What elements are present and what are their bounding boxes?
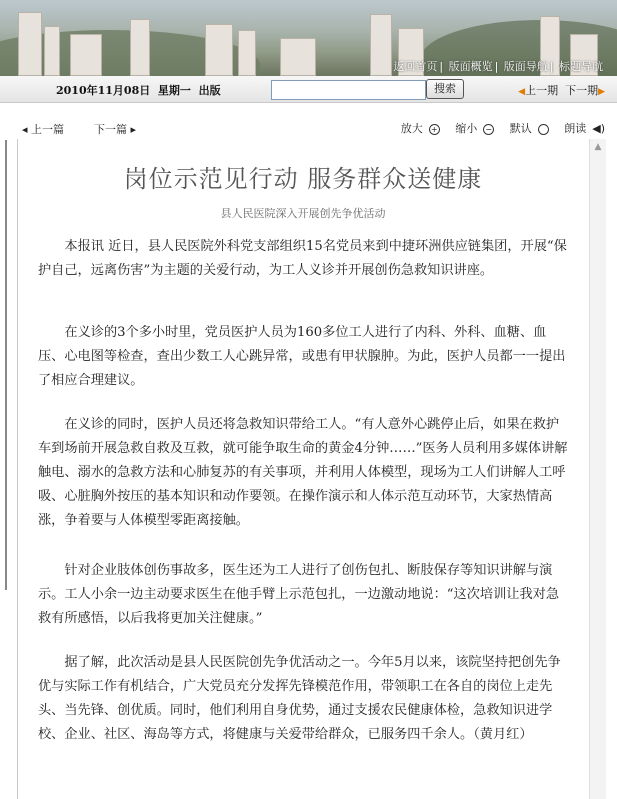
article-frame — [17, 139, 606, 799]
header-banner — [0, 0, 617, 76]
article-paragraph: 本报讯 近日，县人民医院外科党支部组织15名党员来到中捷环洲供应链集团，开展“保护自己，远离伤害”为主题的关爱行动，为工人义诊并开展创伤急救知识讲座。 — [38, 239, 567, 278]
issue-date — [56, 82, 221, 98]
read-aloud-button[interactable] — [558, 122, 605, 135]
next-article-label: 下一篇 — [94, 123, 127, 136]
scroll-up-icon[interactable]: ▲ — [594, 142, 602, 152]
nav-page-nav-link[interactable]: 版面导航 — [503, 60, 548, 73]
next-article-button[interactable] — [94, 121, 136, 137]
banner-building — [130, 19, 150, 76]
publish-text: 出版 — [198, 84, 221, 97]
banner-building — [280, 38, 316, 76]
default-size-button[interactable] — [504, 122, 549, 135]
article-subtitle: 县人民医院深入开展创先争优活动 — [220, 207, 386, 220]
date-text: 2010年11月08日 — [56, 84, 151, 97]
chevron-right-icon: ▶ — [598, 87, 605, 97]
triangle-right-icon: ▸ — [130, 123, 137, 136]
weekday-text: 星期一 — [157, 84, 191, 97]
banner-building — [238, 30, 256, 76]
issue-nav — [518, 82, 605, 98]
banner-building — [44, 26, 60, 76]
frame-shadow — [0, 140, 7, 590]
banner-building — [18, 12, 42, 76]
article-paragraph: 在义诊的3个多小时里，党员医护人员为160多位工人进行了内科、外科、血糖、血压、心电图等检查，查出少数工人心跳异常，或患有甲状腺肿。为此，医护人员都一一提出了相应合理建议。 — [38, 325, 566, 388]
prev-issue-link[interactable]: 上一期 — [525, 84, 559, 97]
zoom-in-button[interactable] — [395, 122, 440, 135]
banner-building — [70, 34, 102, 76]
article-title: 岗位示范见行动 服务群众送健康 — [123, 165, 483, 193]
article-paragraph: 据了解，此次活动是县人民医院创先争优活动之一。今年5月以来，该院坚持把创先争优与实际工作有机结合，广大党员充分发挥先锋模范作用，带领职工在各自的岗位上走先头、当先锋、创优质。同时，他们利用自身优势，通过支援农民健康体检，急救知识进学校、企业、社区、海岛等方式，将健康与关爱带给群众，已服务四千余人。（黄月红） — [38, 655, 561, 742]
banner-building — [205, 24, 233, 76]
prev-article-button[interactable] — [22, 121, 64, 137]
scrollbar[interactable] — [589, 139, 606, 799]
nav-home-link[interactable]: 返回首页 — [393, 60, 438, 73]
speaker-icon: ◀) — [592, 122, 605, 135]
article-paragraph: 针对企业肢体创伤事故多，医生还为工人进行了创伤包扎、断肢保存等知识讲解与演示。工人小余一边主动要求医生在他手臂上示范包扎，一边激动地说：“这次培训让我对急救有所感悟，以后我将更加关注健康。” — [38, 563, 560, 626]
article-paragraph: 在义诊的同时，医护人员还将急救知识带给工人。“有人意外心跳停止后，如果在救护车到场前开展急救自救及互救，就可能争取生命的黄金4分钟……”医务人员利用多媒体讲解触电、溺水的急救方法和心肺复苏的有关事项，并利用人体模型，现场为工人们讲解人工呼吸、心脏胸外按压的基本知识和动作要领。在操作演示和人体示范互动环节，大家热情高涨，争着要与人体模型零距离接触。 — [38, 417, 568, 528]
search-input[interactable] — [271, 80, 426, 100]
circle-icon — [538, 124, 549, 135]
search-button[interactable]: 搜索 — [426, 79, 464, 99]
header-nav: 返回首页 | 版面概览 | 版面导航 | 标题导航 — [393, 60, 603, 73]
triangle-left-icon: ◂ — [22, 123, 28, 136]
read-aloud-label: 朗读 — [564, 122, 587, 135]
banner-building — [370, 14, 392, 76]
chevron-left-icon: ◀ — [518, 87, 526, 97]
default-label: 默认 — [509, 122, 532, 135]
next-issue-link[interactable]: 下一期 — [565, 84, 599, 97]
zoom-out-label: 缩小 — [455, 122, 478, 135]
date-bar — [0, 76, 617, 103]
minus-icon: − — [483, 124, 494, 135]
plus-icon: + — [429, 124, 440, 135]
article-toolbar — [0, 114, 617, 136]
nav-overview-link[interactable]: 版面概览 — [448, 60, 493, 73]
zoom-out-button[interactable] — [449, 122, 494, 135]
prev-article-label: 上一篇 — [31, 123, 65, 136]
nav-title-nav-link[interactable]: 标题导航 — [559, 60, 603, 73]
font-tools — [389, 120, 605, 136]
zoom-in-label: 放大 — [400, 122, 423, 135]
